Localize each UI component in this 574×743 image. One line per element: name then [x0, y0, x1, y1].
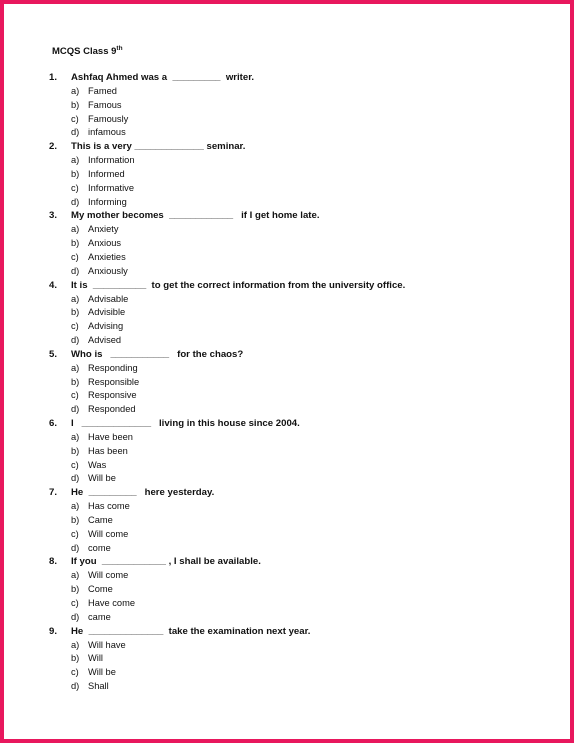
question-stem [49, 71, 549, 85]
option-text: Famously [88, 113, 129, 124]
option-letter: c) [71, 251, 79, 262]
option-list [49, 431, 549, 486]
question-stem [49, 140, 549, 154]
answer-option [49, 362, 549, 376]
question-text: Ashfaq Ahmed was a _________ writer. [71, 72, 255, 83]
question-list [49, 71, 549, 694]
question-stem [49, 625, 549, 639]
answer-option [49, 639, 549, 653]
option-letter: b) [71, 168, 80, 179]
option-text: Will come [88, 570, 129, 581]
question-text: This is a very _____________ seminar. [71, 141, 246, 153]
option-text: Has come [88, 501, 130, 512]
answer-option [49, 597, 549, 611]
question-number: 9. [49, 625, 58, 637]
option-letter: a) [71, 501, 80, 512]
question-item [49, 348, 549, 417]
option-letter: d) [71, 334, 80, 345]
option-text: Has been [88, 445, 128, 456]
option-letter: b) [71, 653, 80, 664]
option-text: Informative [88, 182, 134, 193]
answer-option [49, 334, 549, 348]
answer-option [49, 403, 549, 417]
answer-option [49, 320, 549, 334]
option-list [49, 293, 549, 348]
question-text: If you ____________ , I shall be available. [71, 556, 261, 568]
option-text: Informing [88, 196, 127, 207]
option-letter: b) [71, 238, 80, 249]
option-letter: a) [71, 86, 80, 96]
answer-option [49, 611, 549, 625]
option-text: Information [88, 155, 135, 166]
option-text: come [88, 542, 111, 553]
question-text: It is __________ to get the correct information from the university office. [71, 279, 406, 291]
option-text: Anxious [88, 238, 122, 249]
option-letter: d) [71, 473, 80, 484]
option-text: Famous [88, 99, 122, 110]
answer-option [49, 154, 549, 168]
answer-option [49, 528, 549, 542]
answer-option [49, 514, 549, 528]
option-text: Will come [88, 528, 129, 539]
option-letter: a) [71, 293, 80, 304]
question-stem [49, 279, 549, 293]
option-text: Was [88, 459, 107, 470]
option-text: Will [88, 653, 103, 664]
option-letter: a) [71, 155, 80, 166]
option-letter: b) [71, 445, 80, 456]
option-text: Anxiously [88, 265, 128, 276]
question-text: He _________ here yesterday. [71, 487, 215, 499]
answer-option [49, 459, 549, 473]
question-stem [49, 209, 549, 223]
answer-option [49, 196, 549, 210]
option-text: Responded [88, 404, 136, 415]
answer-option [49, 472, 549, 486]
option-letter: c) [71, 113, 79, 124]
option-text: Responsible [88, 376, 140, 387]
option-letter: a) [71, 362, 80, 373]
option-letter: d) [71, 680, 80, 691]
question-number: 5. [49, 348, 58, 360]
option-text: Informed [88, 168, 125, 179]
option-letter: c) [71, 528, 79, 539]
option-list [49, 639, 549, 694]
option-list [49, 569, 549, 624]
answer-option [49, 376, 549, 390]
answer-option [49, 583, 549, 597]
answer-option [49, 182, 549, 196]
question-number: 3. [49, 210, 58, 222]
answer-option [49, 431, 549, 445]
page-title-superscript: th [116, 45, 123, 52]
question-number: 4. [49, 279, 58, 291]
option-letter: d) [71, 265, 80, 276]
option-list [49, 362, 549, 417]
option-letter: d) [71, 196, 80, 207]
option-letter: d) [71, 127, 80, 138]
option-letter: b) [71, 584, 80, 595]
option-letter: a) [71, 431, 80, 442]
answer-option [49, 569, 549, 583]
option-text: Advisible [88, 307, 126, 318]
option-text: Shall [88, 680, 109, 691]
question-stem [49, 555, 549, 569]
answer-option [49, 168, 549, 182]
question-item [49, 209, 549, 278]
option-text: Come [88, 584, 113, 595]
option-list [49, 223, 549, 278]
question-item [49, 279, 549, 348]
answer-option [49, 666, 549, 680]
question-item [49, 625, 549, 694]
answer-option [49, 389, 549, 403]
option-text: Advisable [88, 293, 129, 304]
question-item [49, 417, 549, 486]
option-letter: b) [71, 307, 80, 318]
option-text: infamous [88, 127, 126, 138]
option-list [49, 154, 549, 209]
question-text: He ______________ take the examination next year. [71, 625, 311, 637]
answer-option [49, 126, 549, 140]
option-letter: a) [71, 570, 80, 581]
option-text: Have come [88, 597, 136, 608]
answer-option [49, 265, 549, 279]
question-number: 2. [49, 141, 58, 153]
answer-option [49, 99, 549, 113]
option-letter: b) [71, 514, 80, 525]
option-letter: d) [71, 611, 80, 622]
question-item [49, 140, 549, 209]
option-text: Responsive [88, 390, 137, 401]
option-letter: b) [71, 376, 80, 387]
answer-option [49, 445, 549, 459]
question-number: 7. [49, 487, 58, 499]
option-text: came [88, 611, 111, 622]
answer-option [49, 293, 549, 307]
question-item [49, 486, 549, 555]
option-letter: c) [71, 667, 79, 678]
answer-option [49, 223, 549, 237]
option-text: Will be [88, 473, 116, 484]
answer-option [49, 542, 549, 556]
question-text: My mother becomes ____________ if I get home late. [71, 210, 320, 222]
page-title-text: MCQS Class 9 [52, 46, 117, 58]
option-text: Will be [88, 667, 116, 678]
option-text: Have been [88, 431, 133, 442]
option-letter: c) [71, 597, 79, 608]
question-number: 1. [49, 72, 58, 83]
answer-option [49, 85, 549, 99]
page-title [52, 45, 123, 57]
option-text: Will have [88, 639, 126, 650]
option-text: Anxieties [88, 251, 126, 262]
answer-option [49, 652, 549, 666]
question-stem [49, 417, 549, 431]
option-letter: b) [71, 99, 80, 110]
question-text: Who is ___________ for the chaos? [71, 348, 244, 360]
option-text: Anxiety [88, 224, 119, 235]
answer-option [49, 113, 549, 127]
option-letter: a) [71, 224, 80, 235]
option-text: Famed [88, 86, 117, 96]
answer-option [49, 500, 549, 514]
answer-option [49, 306, 549, 320]
question-stem [49, 348, 549, 362]
answer-option [49, 237, 549, 251]
option-text: Came [88, 514, 113, 525]
option-letter: c) [71, 182, 79, 193]
question-number: 6. [49, 417, 58, 429]
option-letter: d) [71, 404, 80, 415]
option-text: Advising [88, 321, 124, 332]
option-letter: c) [71, 321, 79, 332]
option-letter: c) [71, 459, 79, 470]
option-letter: d) [71, 542, 80, 553]
question-number: 8. [49, 556, 58, 568]
option-text: Responding [88, 362, 138, 373]
option-list [49, 500, 549, 555]
option-letter: a) [71, 639, 80, 650]
question-text: I _____________ living in this house since 2004. [71, 417, 300, 429]
question-item [49, 555, 549, 624]
option-list [49, 85, 549, 140]
option-letter: c) [71, 390, 79, 401]
option-text: Advised [88, 334, 122, 345]
answer-option [49, 680, 549, 694]
question-stem [49, 486, 549, 500]
answer-option [49, 251, 549, 265]
question-item [49, 71, 549, 140]
